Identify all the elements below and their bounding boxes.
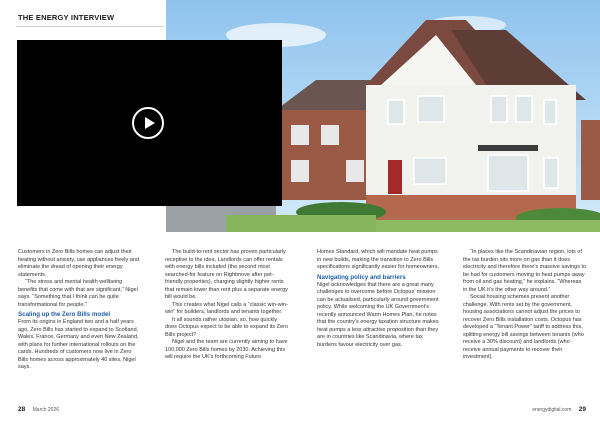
paragraph: Social housing schemes present another challenge. With rents set by the government, housing associations cannot adjust the prices to recover Zero Bills installation costs. Octopus has developed a “Tenant Power” tariff to address this, splitting energy bill savings between tenants (who receive a 30% discount) and landlords (who receive annual payments to recover their investment).	[463, 294, 584, 360]
paragraph: “In places like the Scandinavian region, lots of the tax burden sits more on gas than it does electricity and therefore there’s massive savings to be had for customers moving to heat pumps away from oil and gas heating,” he explains. “Whereas in the UK it’s the other way around.”	[463, 249, 587, 293]
page-number-left: 28	[18, 406, 26, 413]
paragraph: Nigel and the team are currently aiming to have 100,000 Zero Bills homes by 2030. Achieving this will require the UK’s forthcoming Future	[165, 339, 288, 360]
paragraph: The build-to-rent sector has proven particularly receptive to the idea. Landlords can offer rentals with energy bills included (the second most searched-for feature on Rightmove after pet-friendly properties), charging slightly higher rents that remain lower than rent plus a separate energy bill would be.	[165, 249, 288, 300]
subheading: Navigating policy and barriers	[317, 273, 406, 281]
paragraph: It all sounds rather utopian, so, how quickly does Octopus expect to be able to expand its Zero Bills project?	[165, 316, 288, 338]
paragraph: This creates what Nigel calls a “classic win-win-win” for builders, landlords and tenants together.	[165, 301, 288, 315]
site-url[interactable]: energydigital.com	[532, 407, 572, 413]
video-player[interactable]	[17, 40, 282, 206]
page-header	[0, 0, 168, 30]
paragraph: Customers in Zero Bills homes can adjust their heating without anxiety, use appliances freely and eliminate the dread of opening their energy statements.	[18, 249, 139, 278]
article-column-4	[463, 249, 587, 362]
play-button[interactable]	[132, 107, 164, 139]
section-title: THE ENERGY INTERVIEW	[18, 13, 115, 22]
subheading: Scaling up the Zero Bills model	[18, 311, 111, 318]
article-column-1	[18, 249, 142, 372]
paragraph: “The stress and mental health wellbeing benefits that come with that are significant,” Nigel says. “Something that I think can be quite transformational for people.”	[18, 279, 138, 308]
play-icon	[145, 117, 155, 129]
paragraph: Homes Standard, which will mandate heat pumps in new builds, making the transition to Zero Bills specifications significantly easier for homeowners.	[317, 249, 439, 270]
footer-left	[18, 406, 59, 413]
article-column-3	[317, 249, 441, 349]
footer-right	[532, 406, 586, 413]
header-divider	[16, 26, 164, 27]
article-column-2	[165, 249, 289, 362]
page-number-right: 29	[578, 406, 586, 413]
paragraph: Nigel acknowledges that there are a great many challenges to overcome before Octopus’ mission can be actualised, particularly around government policy. While welcoming the UK Government’s recently announced Warm Homes Plan, he notes that the country’s energy taxation structure makes heat pumps a less attractive proposition than they are in countries like Scandinavia, where tax burdens favour electricity over gas.	[317, 281, 439, 348]
issue-date: March 2026	[32, 407, 60, 413]
paragraph: From its origins in England two and a half years ago, Zero Bills has started to expand to Scotland, Wales, France, Germany and even New Zealand, with plans for further international rollouts on the cards. Hundreds of customers now live in Zero Bills homes across approximately 40 sites, Nigel says.	[18, 319, 139, 370]
